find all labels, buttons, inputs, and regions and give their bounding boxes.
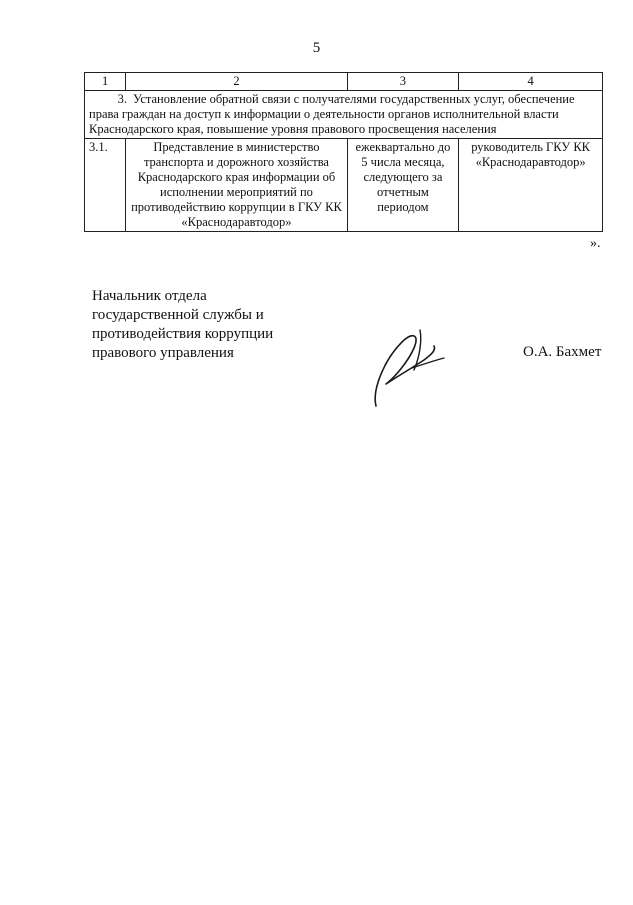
closing-quote: ». bbox=[590, 236, 601, 251]
section-cell bbox=[85, 91, 603, 139]
header-cell-1: 1 bbox=[85, 73, 126, 91]
row-activity: Представление в министерство транспорта и дорожного хозяйства Краснодарского края информации об исполнении мероприятий по противодействию коррупции в ГКУ КК «Краснодаравтодор» bbox=[126, 139, 347, 232]
row-deadline: ежеквартально до 5 числа месяца, следующего за отчетным периодом bbox=[347, 139, 459, 232]
table-row bbox=[85, 139, 603, 232]
measures-table bbox=[84, 72, 603, 232]
row-responsible: руководитель ГКУ КК «Краснодаравтодор» bbox=[459, 139, 603, 232]
signer-position-line: государственной службы и bbox=[92, 307, 264, 323]
header-cell-4: 4 bbox=[459, 73, 603, 91]
table-header-row bbox=[85, 73, 603, 91]
header-cell-3: 3 bbox=[347, 73, 459, 91]
signer-position bbox=[92, 287, 273, 363]
signer-position-line: правового управления bbox=[92, 345, 234, 361]
handwritten-signature bbox=[362, 320, 462, 410]
signer-name: О.А. Бахмет bbox=[523, 344, 602, 360]
page-number: 5 bbox=[312, 40, 321, 56]
signer-position-line: противодействия коррупции bbox=[92, 326, 274, 342]
section-number: 3. bbox=[117, 92, 127, 106]
header-cell-2: 2 bbox=[126, 73, 347, 91]
section-row bbox=[85, 91, 603, 139]
row-number: 3.1. bbox=[85, 139, 126, 232]
signer-position-line: Начальник отдела bbox=[92, 288, 207, 304]
section-title: Установление обратной связи с получателями государственных услуг, обеспечение права граждан на доступ к информации о деятельности органов исполнительной власти Краснодарского края, повышение уровня правового просвещения населения bbox=[89, 92, 575, 136]
